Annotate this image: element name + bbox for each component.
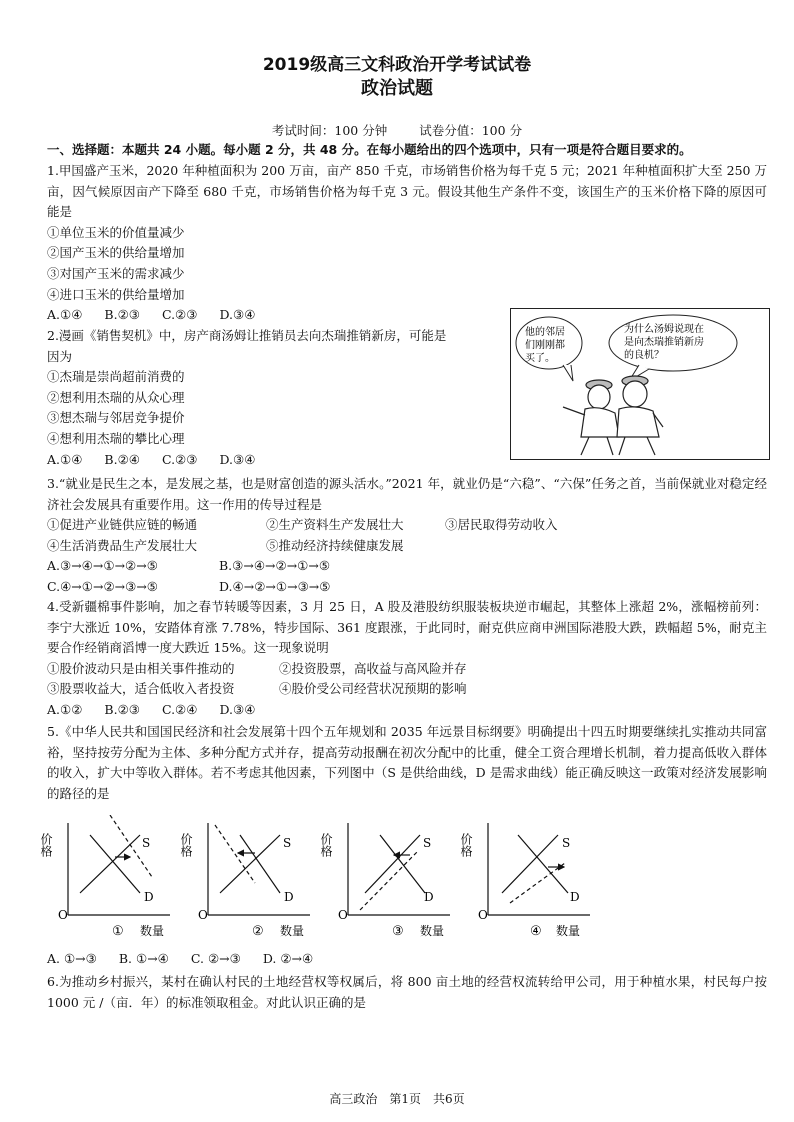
- graph-2: [208, 823, 310, 915]
- graph-2-demand-shifted: [215, 825, 255, 883]
- q3-item: ④生活消费品生产发展壮大: [47, 537, 198, 553]
- q1-option-d: D.③④: [219, 307, 256, 323]
- graph-3-d-label: D: [424, 890, 434, 904]
- question-2: [47, 326, 502, 470]
- graph-4-d-label: D: [570, 890, 580, 904]
- question-3: [47, 474, 767, 598]
- exam-time: 考试时间：100 分钟: [271, 123, 388, 138]
- graph-4-s-label: S: [562, 836, 571, 850]
- graph-2-price-label: 价格: [179, 833, 193, 857]
- question-5-stem: 5.《中华人民共和国国民经济和社会发展第十四个五年规划和 2035 年远景目标纲要》明确提出十四五时期要继续扎实推动共同富裕，坚持按劳分配为主体、多种分配方式并存，提高劳动报酬在初次分配中的比重，健全工资合理增长机制，着力提高低收入群体的收入，扩大中等收入群体。若不考虑其他因素，下列图中（S 是供给曲线，D 是需求曲线）能正确反映这一政策对经济发展影响的路径的是: [47, 724, 767, 801]
- q2-option-a: A.①④: [47, 451, 83, 467]
- question-4-stem: 4.受新疆棉事件影响，加之春节转暖等因素，3 月 25 日，A 股及港股纺织服装板块逆市崛起，其整体上涨超 2%，涨幅榜前列：李宁大涨近 10%，安踏体育涨 7.78%，特步国际、361 度跟涨，于此同时，耐克供应商申洲国际港股大跌，跌幅超 5%，耐克主要合作经销商滔博一度大跌近 15%。这一现象说明: [47, 599, 767, 656]
- graph-1: [68, 815, 170, 915]
- graph-4-supply-shifted: [510, 863, 565, 903]
- q4-item: ④股价受公司经营状况预期的影响: [278, 681, 467, 697]
- graph-2-demand-line: [240, 835, 280, 893]
- q1-item: ①单位玉米的价值量减少: [47, 224, 185, 240]
- q4-option-d: D.③④: [219, 701, 256, 717]
- graph-3-price-label: 价格: [319, 833, 333, 857]
- graph-3-origin: O: [338, 908, 348, 922]
- q5-options: [47, 949, 767, 970]
- q2-item: ③想杰瑞与邻居竞争提价: [47, 410, 185, 426]
- q4-option-b: B.②③: [104, 701, 140, 717]
- graph-4-origin: O: [478, 908, 488, 922]
- graph-3: [348, 823, 450, 915]
- graph-1-number: ①: [112, 924, 124, 939]
- q1-option-c: C.②③: [161, 307, 198, 323]
- bubble-right-line: 是向杰瑞推销新房: [624, 337, 704, 348]
- q2-item: ①杰瑞是崇尚超前消费的: [47, 369, 185, 385]
- q2-option-d: D.③④: [219, 451, 256, 467]
- graph-3-number: ③: [392, 924, 404, 939]
- q3-option-c: C.④→①→②→③→⑤: [47, 578, 159, 594]
- q5-option-d: D. ②→④: [262, 951, 314, 966]
- question-1: [47, 161, 767, 326]
- q4-item: ③股票收益大，适合低收入者投资: [47, 681, 235, 697]
- question-4: [47, 597, 767, 721]
- supply-demand-graphs: [40, 815, 600, 940]
- graph-2-supply-line: [220, 835, 280, 893]
- graph-4-supply-line: [502, 835, 558, 893]
- q3-item: ②生产资料生产发展壮大: [265, 517, 404, 533]
- question-6-stem: 6.为推动乡村振兴，某村在确认村民的土地经营权等权属后，将 800 亩土地的经营权流转给甲公司，用于种植水果，村民每户按 1000 元 /（亩．年）的标准领取租金。对此认识正确的是: [47, 974, 767, 1010]
- question-5: [47, 722, 767, 804]
- graph-1-demand-line: [90, 835, 140, 893]
- q3-item: ⑤推动经济持续健康发展: [265, 537, 404, 553]
- cartoon-figure-tall: [617, 376, 663, 455]
- graph-3-supply-shifted: [360, 851, 418, 910]
- q5-options-block: [47, 949, 767, 970]
- q3-option-b: B.③→④→②→①→⑤: [218, 558, 331, 574]
- graph-4-price-label: 价格: [459, 833, 473, 857]
- q3-item: ③居民取得劳动收入: [444, 517, 558, 533]
- q4-items-row-1: [47, 659, 767, 680]
- q5-option-c: C. ②→③: [190, 951, 241, 966]
- q1-item: ④进口玉米的供给量增加: [47, 286, 185, 302]
- q2-item: ④想利用杰瑞的攀比心理: [47, 430, 185, 446]
- q3-item: ①促进产业链供应链的畅通: [47, 517, 198, 533]
- q4-option-c: C.②④: [161, 701, 198, 717]
- question-1-stem: 1.甲国盛产玉米，2020 年种植面积为 200 万亩，亩产 850 千克，市场销售价格为每千克 5 元；2021 年种植面积扩大至 250 万亩，因气候原因亩产下降至 680 千克，市场销售价格为每千克 3 元。假设其他生产条件不变，该国生产的玉米价格下降的原因可能是: [47, 163, 767, 220]
- graph-1-d-label: D: [144, 890, 154, 904]
- q1-item: ②国产玉米的供给量增加: [47, 245, 185, 261]
- graph-3-demand-line: [380, 835, 425, 893]
- graph-2-d-label: D: [284, 890, 294, 904]
- graph-2-quantity-label: 数量: [280, 924, 305, 938]
- question-3-stem: 3.“就业是民生之本，是发展之基，也是财富创造的源头活水。”2021 年，就业仍是“六稳”、“六保”任务之首，当前保就业对稳定经济社会发展具有重要作用。这一作用的传导过程是: [47, 476, 767, 512]
- graph-1-supply-line: [80, 835, 140, 893]
- q3-option-a: A.③→④→①→②→⑤: [47, 558, 158, 574]
- graph-1-price-label: 价格: [40, 833, 53, 857]
- graphs-svg: [40, 815, 600, 940]
- q4-item: ①股价波动只是由相关事件推动的: [47, 660, 235, 676]
- q4-item: ②投资股票，高收益与高风险并存: [278, 660, 467, 676]
- graph-1-origin: O: [58, 908, 68, 922]
- page-footer: 高三政治 第1页 共6页: [329, 1092, 465, 1106]
- q3-options-row-1: [47, 556, 767, 577]
- graph-2-s-label: S: [283, 836, 292, 850]
- q3-options-row-2: [47, 577, 767, 598]
- graph-4-quantity-label: 数量: [556, 924, 581, 938]
- graph-2-number: ②: [252, 924, 264, 939]
- q2-item: ②想利用杰瑞的从众心理: [47, 389, 185, 405]
- graph-1-s-label: S: [142, 836, 151, 850]
- question-2-stem: 2.漫画《销售契机》中，房产商汤姆让推销员去向杰瑞推销新房，可能是: [47, 328, 447, 343]
- q1-item: ③对国产玉米的需求减少: [47, 265, 185, 281]
- q4-items-row-2: [47, 679, 767, 700]
- q4-option-a: A.①②: [47, 701, 83, 717]
- exam-subtitle: 政治试题: [361, 78, 433, 99]
- q2-option-c: C.②③: [161, 451, 198, 467]
- exam-title: 2019级高三文科政治开学考试试卷: [262, 55, 532, 75]
- question-6: [47, 972, 767, 1013]
- q3-items-row-2: [47, 536, 767, 557]
- cartoon-drawing: [511, 309, 769, 459]
- graph-4-demand-line: [518, 835, 571, 893]
- speech-bubble-left-tail: [563, 365, 573, 381]
- q1-option-b: B.②③: [104, 307, 140, 323]
- graph-3-s-label: S: [423, 836, 432, 850]
- graph-3-supply-line: [365, 835, 420, 893]
- q3-items-row-1: [47, 515, 767, 536]
- q2-options: [47, 450, 502, 471]
- bubble-left-line: 他的邻居: [525, 327, 565, 338]
- bubble-left-line: 们刚刚都: [525, 340, 565, 351]
- cartoon-figure-short: [563, 380, 619, 455]
- q3-option-d: D.④→②→①→③→⑤: [218, 578, 331, 594]
- section-heading: 一、选择题：本题共 24 小题。每小题 2 分，共 48 分。在每小题给出的四个选项中，只有一项是符合题目要求的。: [47, 142, 692, 157]
- q4-options: [47, 700, 767, 721]
- graph-3-quantity-label: 数量: [420, 924, 445, 938]
- cartoon-sales-opportunity: [510, 308, 770, 460]
- exam-meta: [0, 121, 794, 139]
- graph-2-origin: O: [198, 908, 208, 922]
- q1-option-a: A.①④: [47, 307, 83, 323]
- bubble-left-line: 买了。: [525, 353, 555, 364]
- q2-option-b: B.②④: [104, 451, 140, 467]
- q5-option-a: A. ①→③: [47, 951, 97, 966]
- bubble-right-line: 为什么汤姆说现在: [624, 324, 704, 335]
- bubble-right-line: 的良机？: [624, 350, 664, 361]
- graph-1-quantity-label: 数量: [140, 924, 165, 938]
- graph-4-number: ④: [530, 924, 542, 939]
- q5-option-b: B. ①→④: [118, 951, 169, 966]
- question-2-stem-cont: 因为: [47, 348, 73, 364]
- exam-score: 试卷分值：100 分: [419, 123, 523, 138]
